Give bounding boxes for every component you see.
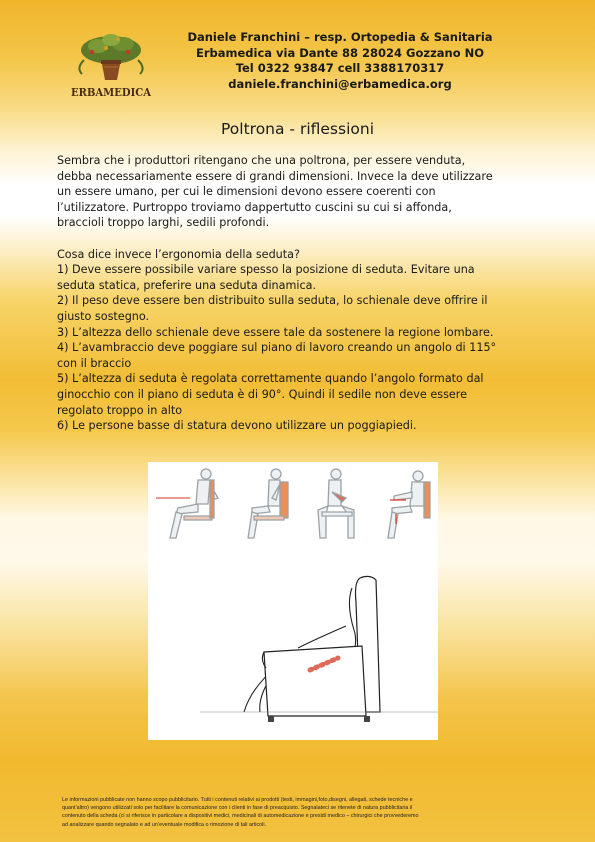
point-line: 5) L’altezza di seduta è regolata correttamente quando l’angolo formato dal	[57, 372, 484, 386]
disclaimer-line: quant’altro) vengono utilizzati solo per facilitare la comunicazione con i clienti in fase di preacquisto. Segnalateci se ritenete di natura pubblicitaria il	[62, 805, 413, 812]
point-line: ginocchio con il piano di seduta è di 90°. Quindi il sedile non deve essere	[57, 387, 468, 401]
page-title: Poltrona - riflessioni	[221, 120, 374, 138]
header-line-address: Erbamedica via Dante 88 28024 Gozzano NO	[195, 45, 485, 60]
point-line: 1) Deve essere possibile variare spesso la posizione di seduta. Evitare una	[57, 263, 475, 277]
vase-icon	[101, 60, 121, 80]
header-line-name: Daniele Franchini – resp. Ortopedia & Sanitaria	[187, 30, 493, 44]
contact-header	[160, 30, 520, 92]
point-line: 3) L’altezza dello schienale deve essere tale da sostenere la regione lombare.	[57, 325, 494, 339]
article-body	[57, 153, 542, 434]
legal-disclaimer	[62, 796, 540, 829]
armchair-illustration	[200, 576, 438, 722]
disclaimer-line: Le informazioni pubblicate non hanno scopo pubblicitario. Tutti i contenuti relativi ai prodotti (testi, immagini,foto,disegni, allegati, schede tecniche e	[62, 797, 413, 803]
ergonomics-illustration	[148, 462, 438, 740]
point-line: seduta statica, preferire una seduta dinamica.	[57, 278, 317, 292]
disclaimer-line: contenuto della scheda (ci si riferisce in particolare a dispositivi medici, medicinali di automedicazione e presidi medico – chirurgici che provvederemo	[62, 813, 419, 820]
intro-line: Sembra che i produttori ritengano che una poltrona, per essere venduta,	[57, 154, 466, 167]
point-line: giusto sostegno.	[57, 309, 150, 323]
point-line: regolato troppo in alto	[57, 403, 183, 417]
intro-line: l’utilizzatore. Purtroppo troviamo dappertutto cuscini su cui si affonda,	[57, 200, 452, 214]
point-line: Cosa dice invece l’ergonomia della seduta?	[57, 247, 300, 261]
intro-line: debba necessariamente essere di grandi dimensioni. Invece la deve utilizzare	[57, 169, 493, 183]
paragraph-gap	[57, 231, 542, 247]
logo-text: ERBAMEDICA	[71, 86, 152, 99]
header-line-phone: Tel 0322 93847 cell 3388170317	[235, 61, 445, 75]
intro-line: braccioli troppo larghi, sedili profondi.	[57, 216, 270, 230]
disclaimer-line: ad analizzare quando segnalato e ad un’eventuale modifica o rimozione di tali articoli.	[62, 821, 267, 828]
header-line-email[interactable]: daniele.franchini@erbamedica.org	[228, 76, 452, 91]
point-line: 4) L’avambraccio deve poggiare sul piano di lavoro creando un angolo di 115°	[57, 341, 497, 355]
point-line: 2) Il peso deve essere ben distribuito sulla seduta, lo schienale deve offrire il	[57, 294, 488, 308]
point-line: con il braccio	[57, 356, 132, 370]
intro-line: un essere umano, per cui le dimensioni devono essere coerenti con	[57, 185, 436, 199]
erbamedica-logo	[68, 30, 154, 108]
point-line: 6) Le persone basse di statura devono utilizzare un poggiapiedi.	[57, 419, 417, 433]
